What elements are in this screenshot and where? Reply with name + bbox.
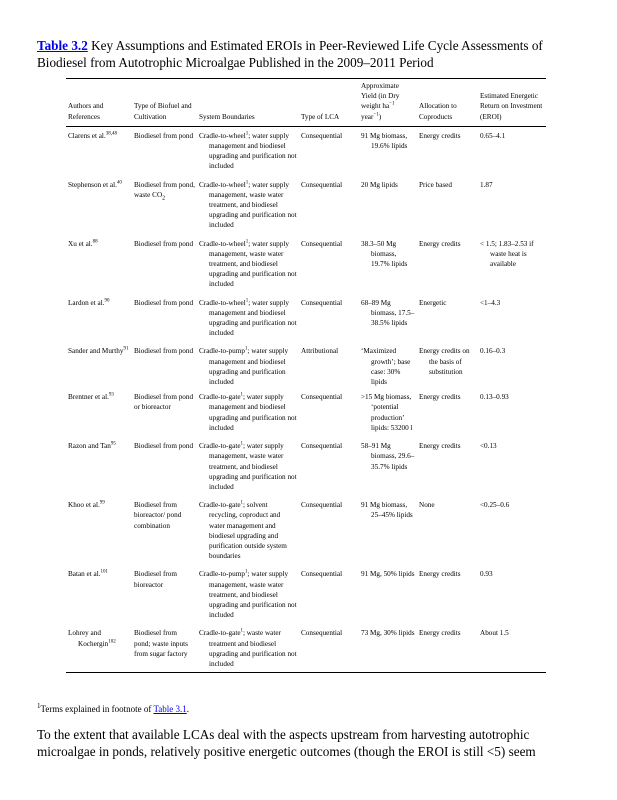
cell-lca-type: Attributional: [301, 347, 339, 356]
cell-allocation: Energy credits: [419, 570, 461, 579]
lca-table: [66, 79, 546, 672]
cell-eroi: <0.25–0.6: [480, 501, 510, 510]
cell-yield: >15 Mg biomass, ‘potential production’ lipids: 53200 l: [361, 393, 413, 432]
cell-allocation: Energy credits: [419, 239, 461, 248]
cell-biofuel: Biodiesel from pond: [134, 239, 194, 248]
cell-biofuel: Biodiesel from pond: [134, 442, 194, 451]
body-paragraph: To the extent that available LCAs deal with the aspects upstream from harvesting autotrophic microalgae in ponds, relatively positive energetic outcomes (though the EROI is still <5) seem: [37, 727, 536, 759]
cell-eroi: 0.93: [480, 570, 493, 579]
table-header-row: [66, 79, 546, 126]
cell-author: Razon and Tan$^{95}$: [68, 441, 116, 451]
cell-allocation: Energy credits: [419, 442, 461, 451]
cell-boundaries: Cradle-to-wheel$^1$; water supply management, waste water treatment, and biodiesel upgrading and purification not included: [199, 180, 297, 230]
cell-boundaries: Cradle-to-gate$^1$; solvent recycling, coproduct and water management and biodiesel upgrading and purification outside system boundaries: [199, 500, 287, 561]
table-3-1-link[interactable]: Table 3.1: [153, 704, 187, 714]
cell-lca-type: Consequential: [301, 239, 343, 248]
table-row: [66, 126, 546, 171]
cell-eroi: < 1.5; 1.83–2.53 if waste heat is available: [480, 239, 534, 269]
table-caption: [37, 37, 582, 71]
cell-eroi: <0.13: [480, 442, 497, 451]
cell-boundaries: Cradle-to-gate$^1$; waste water treatment and biodiesel upgrading and purification not included: [199, 628, 297, 668]
header-boundaries: System Boundaries: [197, 79, 299, 126]
cell-biofuel: Biodiesel from pond: [134, 131, 194, 140]
cell-boundaries: Cradle-to-pump$^1$; water supply management and biodiesel upgrading and purification included: [199, 347, 289, 387]
cell-boundaries: Cradle-to-wheel$^1$; water supply management and biodiesel upgrading and purification not included: [199, 131, 297, 171]
cell-yield: 68–89 Mg biomass, 17.5–38.5% lipids: [361, 298, 415, 328]
cell-lca-type: Consequential: [301, 393, 343, 402]
cell-eroi: 0.13–0.93: [480, 393, 509, 402]
cell-author: Lohrey and Kochergin$^{102}$: [68, 629, 116, 648]
table-row: [66, 338, 546, 387]
cell-allocation: Energy credits: [419, 393, 461, 402]
cell-biofuel: Biodiesel from pond: [134, 347, 194, 356]
cell-boundaries: Cradle-to-pump$^1$; water supply management, waste water treatment, and biodiesel upgrading and purification not included: [199, 569, 297, 620]
lca-table-container: [66, 78, 546, 673]
caption-text: Key Assumptions and Estimated EROIs in Peer-Reviewed Life Cycle Assessments of Biodiesel from Autotrophic Microalgae Published in the 2009–2011 Period: [37, 38, 543, 70]
cell-lca-type: Consequential: [301, 501, 343, 510]
cell-yield: 91 Mg biomass, 19.6% lipids: [361, 131, 408, 151]
cell-biofuel: Biodiesel from bioreactor: [134, 570, 177, 589]
header-lca-type: Type of LCA: [299, 79, 359, 126]
cell-allocation: Energy credits: [419, 629, 461, 638]
cell-yield: 91 Mg biomass, 25–45% lipids: [361, 501, 413, 520]
cell-yield: 73 Mg, 30% lipids: [361, 629, 415, 638]
cell-biofuel: Biodiesel from pond or bioreactor: [134, 393, 194, 412]
cell-lca-type: Consequential: [301, 570, 343, 579]
header-allocation: Allocation to Coproducts: [417, 79, 478, 126]
cell-boundaries: Cradle-to-wheel$^1$; water supply management, waste water treatment, and biodiesel upgrading and purification not included: [199, 239, 297, 289]
cell-boundaries: Cradle-to-wheel$^1$; water supply management and biodiesel upgrading and purification not included: [199, 298, 297, 338]
header-eroi: Estimated Energetic Return on Investment (EROI): [478, 79, 546, 126]
cell-biofuel: Biodiesel from pond; waste inputs from sugar factory: [134, 629, 188, 658]
cell-yield: 91 Mg, 50% lipids: [361, 570, 415, 579]
cell-biofuel: Biodiesel from pond: [134, 298, 194, 307]
cell-author: Brentner et al.$^{93}$: [68, 392, 114, 402]
cell-eroi: About 1.5: [480, 629, 509, 638]
cell-lca-type: Consequential: [301, 131, 343, 140]
cell-yield: 20 Mg lipids: [361, 180, 398, 189]
cell-allocation: Energy credits: [419, 131, 461, 140]
cell-author: Clarens et al.$^{38,48}$: [68, 131, 117, 140]
cell-boundaries: Cradle-to-gate$^1$; water supply management and biodiesel upgrading and purification not included: [199, 392, 297, 432]
cell-eroi: 0.16–0.3: [480, 347, 506, 356]
header-yield: Approximate Yield (in Dry weight $ha^{-1}$ year$^{-1}$): [359, 79, 417, 126]
cell-yield: ‘Maximized growth’; base case: 30% lipids: [361, 347, 411, 387]
header-biofuel: Type of Biofuel and Cultivation: [132, 79, 197, 126]
cell-eroi: 0.65–4.1: [480, 131, 506, 140]
table-row: [66, 231, 546, 290]
cell-author: Xu et al.$^{88}$: [68, 239, 98, 248]
cell-lca-type: Consequential: [301, 442, 343, 451]
cell-lca-type: Consequential: [301, 629, 343, 638]
table-row: [66, 290, 546, 339]
cell-allocation: Energy credits on the basis of substitution: [419, 347, 470, 376]
table-row: [66, 492, 546, 561]
table-row: [66, 561, 546, 620]
cell-allocation: Price based: [419, 180, 452, 189]
cell-allocation: Energetic: [419, 298, 447, 307]
table-row: [66, 620, 546, 672]
table-row: [66, 387, 546, 433]
cell-lca-type: Consequential: [301, 298, 343, 307]
cell-allocation: None: [419, 501, 435, 510]
cell-yield: 38.3–50 Mg biomass, 19.7% lipids: [361, 239, 408, 269]
header-authors: Authors and References: [66, 79, 132, 126]
cell-author: Lardon et al.$^{90}$: [68, 298, 110, 307]
cell-eroi: 1.87: [480, 180, 493, 189]
cell-yield: 58–91 Mg biomass, 29.6–35.7% lipids: [361, 442, 415, 471]
cell-lca-type: Consequential: [301, 180, 343, 189]
table-body: [66, 126, 546, 672]
table-3-2-link[interactable]: Table 3.2: [37, 38, 88, 53]
table-footnote: $^1$Terms explained in footnote of Table 3.1.: [37, 702, 190, 714]
table-row: [66, 172, 546, 231]
cell-boundaries: Cradle-to-gate$^1$; water supply management, waste water treatment, and biodiesel upgrading and purification not included: [199, 441, 297, 491]
cell-biofuel: Biodiesel from pond, waste $CO_2$: [134, 180, 195, 202]
cell-author: Khoo et al.$^{99}$: [68, 500, 105, 510]
cell-author: Batan et al.$^{101}$: [68, 569, 109, 579]
cell-author: Sander and Murthy$^{91}$: [68, 347, 129, 356]
table-row: [66, 433, 546, 492]
cell-author: Stephenson et al.$^{40}$: [68, 180, 122, 189]
cell-eroi: <1–4.3: [480, 298, 501, 307]
cell-biofuel: Biodiesel from bioreactor/ pond combination: [134, 501, 182, 530]
